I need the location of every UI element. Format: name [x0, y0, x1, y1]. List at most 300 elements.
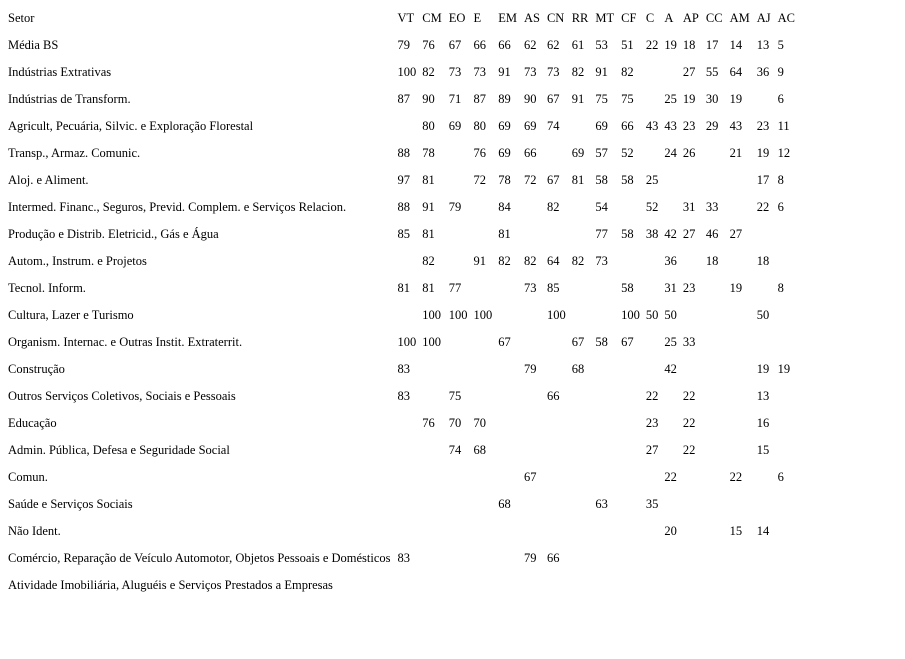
value-cell: 82: [571, 65, 585, 79]
value-cell: 100: [422, 308, 442, 322]
value-cell: [592, 518, 618, 545]
sector-name-cell: Admin. Pública, Defesa e Seguridade Social: [8, 443, 230, 457]
value-cell: 69: [595, 119, 608, 133]
value-cell: [446, 518, 471, 545]
table-row: [5, 275, 799, 302]
sector-table-container: [5, 5, 799, 599]
value-cell: 81: [422, 281, 435, 295]
value-cell: 42: [664, 227, 677, 241]
value-cell: [446, 491, 471, 518]
table-row: [5, 383, 799, 410]
value-cell: 75: [621, 92, 634, 106]
table-row: [5, 194, 799, 221]
sector-name-cell: Organism. Internac. e Outras Instit. Extraterrit.: [8, 335, 243, 349]
value-cell: 71: [448, 92, 462, 106]
value-cell: 36: [756, 65, 770, 79]
sector-name-cell: Não Ident.: [8, 524, 61, 538]
value-cell: 14: [729, 38, 743, 52]
value-cell: [618, 437, 643, 464]
value-cell: 74: [546, 119, 560, 133]
value-cell: 18: [756, 254, 770, 268]
sector-name-cell: Tecnol. Inform.: [8, 281, 86, 295]
value-cell: 73: [473, 65, 486, 79]
sector-name-cell: Comun.: [8, 470, 48, 484]
column-header: AJ: [756, 11, 771, 25]
value-cell: 21: [729, 146, 743, 160]
value-cell: 78: [498, 173, 511, 187]
value-cell: [395, 113, 420, 140]
column-header: CF: [621, 11, 637, 25]
value-cell: [727, 194, 754, 221]
table-row: [5, 113, 799, 140]
value-cell: 26: [682, 146, 696, 160]
value-cell: [521, 491, 544, 518]
column-header: RR: [571, 11, 589, 25]
value-cell: 83: [397, 362, 411, 376]
sector-table-head: [5, 5, 799, 32]
value-cell: 22: [645, 38, 659, 52]
value-cell: [643, 248, 662, 275]
value-cell: [470, 194, 495, 221]
sector-name-cell: Educação: [8, 416, 57, 430]
value-cell: [775, 491, 799, 518]
value-cell: 29: [705, 119, 719, 133]
value-cell: [544, 410, 569, 437]
value-cell: [419, 437, 445, 464]
value-cell: 73: [595, 254, 608, 268]
value-cell: [592, 545, 618, 572]
value-cell: [754, 275, 775, 302]
column-header: AC: [777, 11, 796, 25]
value-cell: [775, 572, 799, 599]
value-cell: [395, 491, 420, 518]
value-cell: 6: [777, 200, 784, 214]
value-cell: 75: [595, 92, 608, 106]
table-row: [5, 302, 799, 329]
value-cell: 27: [682, 227, 696, 241]
value-cell: [592, 302, 618, 329]
value-cell: [544, 329, 569, 356]
value-cell: 25: [645, 173, 659, 187]
value-cell: 61: [571, 38, 585, 52]
value-cell: 77: [595, 227, 608, 241]
value-cell: 82: [571, 254, 585, 268]
value-cell: [754, 329, 775, 356]
value-cell: 90: [523, 92, 537, 106]
sector-name-cell: Agricult, Pecuária, Silvic. e Exploração Florestal: [8, 119, 254, 133]
value-cell: 89: [498, 92, 511, 106]
column-header: EO: [448, 11, 466, 25]
value-cell: 82: [523, 254, 537, 268]
value-cell: [618, 464, 643, 491]
value-cell: [661, 491, 680, 518]
value-cell: 97: [397, 173, 411, 187]
value-cell: [419, 518, 445, 545]
value-cell: [703, 140, 727, 167]
value-cell: 73: [448, 65, 462, 79]
value-cell: 58: [595, 335, 608, 349]
value-cell: [661, 194, 680, 221]
value-cell: [419, 572, 445, 599]
table-row: [5, 464, 799, 491]
sector-name-cell: Autom., Instrum. e Projetos: [8, 254, 147, 268]
value-cell: [703, 545, 727, 572]
value-cell: [680, 572, 703, 599]
value-cell: [643, 572, 662, 599]
value-cell: 43: [729, 119, 743, 133]
value-cell: 22: [645, 389, 659, 403]
value-cell: [618, 194, 643, 221]
value-cell: [521, 329, 544, 356]
value-cell: [618, 410, 643, 437]
column-header: C: [645, 11, 655, 25]
value-cell: 67: [523, 470, 537, 484]
value-cell: 20: [664, 524, 677, 538]
column-header: MT: [595, 11, 615, 25]
value-cell: [775, 410, 799, 437]
value-cell: 70: [473, 416, 486, 430]
value-cell: [419, 545, 445, 572]
column-header: A: [664, 11, 674, 25]
value-cell: 50: [664, 308, 677, 322]
value-cell: [495, 572, 521, 599]
sector-name-cell: Atividade Imobiliária, Aluguéis e Serviços Prestados a Empresas: [8, 578, 333, 592]
value-cell: [703, 437, 727, 464]
value-cell: [470, 275, 495, 302]
value-cell: 18: [705, 254, 719, 268]
value-cell: 81: [397, 281, 411, 295]
value-cell: [754, 221, 775, 248]
value-cell: [727, 545, 754, 572]
sector-name-cell: Indústrias Extrativas: [8, 65, 112, 79]
value-cell: 100: [621, 308, 640, 322]
table-row: [5, 221, 799, 248]
value-cell: [661, 59, 680, 86]
value-cell: [618, 356, 643, 383]
value-cell: [680, 545, 703, 572]
value-cell: [618, 491, 643, 518]
value-cell: 100: [448, 308, 468, 322]
value-cell: [643, 329, 662, 356]
value-cell: 83: [397, 551, 411, 565]
value-cell: 38: [645, 227, 659, 241]
value-cell: [703, 356, 727, 383]
value-cell: 87: [397, 92, 411, 106]
column-header: CN: [546, 11, 565, 25]
value-cell: 58: [595, 173, 608, 187]
value-cell: [754, 86, 775, 113]
value-cell: 19: [777, 362, 791, 376]
value-cell: [643, 356, 662, 383]
value-cell: [521, 572, 544, 599]
value-cell: 68: [498, 497, 511, 511]
value-cell: 52: [645, 200, 659, 214]
value-cell: [495, 275, 521, 302]
value-cell: 88: [397, 146, 411, 160]
column-header-setor: Setor: [8, 11, 35, 25]
value-cell: 22: [756, 200, 770, 214]
value-cell: 83: [397, 389, 411, 403]
value-cell: [395, 464, 420, 491]
value-cell: 9: [777, 65, 784, 79]
value-cell: [470, 491, 495, 518]
value-cell: 69: [498, 119, 511, 133]
value-cell: [495, 302, 521, 329]
value-cell: 87: [473, 92, 486, 106]
value-cell: 80: [422, 119, 435, 133]
value-cell: [446, 167, 471, 194]
value-cell: 77: [448, 281, 462, 295]
value-cell: 19: [756, 146, 770, 160]
value-cell: 30: [705, 92, 719, 106]
value-cell: 100: [397, 335, 417, 349]
value-cell: 50: [756, 308, 770, 322]
value-cell: [703, 410, 727, 437]
value-cell: 84: [498, 200, 511, 214]
value-cell: [643, 518, 662, 545]
value-cell: 58: [621, 281, 634, 295]
value-cell: [521, 518, 544, 545]
value-cell: 67: [498, 335, 511, 349]
value-cell: [569, 545, 593, 572]
value-cell: 69: [448, 119, 462, 133]
value-cell: 68: [473, 443, 486, 457]
value-cell: [643, 59, 662, 86]
table-row: [5, 518, 799, 545]
value-cell: 23: [682, 119, 696, 133]
value-cell: [395, 437, 420, 464]
value-cell: [419, 491, 445, 518]
value-cell: [775, 221, 799, 248]
value-cell: 69: [498, 146, 511, 160]
value-cell: 82: [546, 200, 560, 214]
value-cell: [661, 572, 680, 599]
value-cell: 54: [595, 200, 608, 214]
value-cell: [643, 275, 662, 302]
value-cell: [727, 302, 754, 329]
value-cell: 69: [523, 119, 537, 133]
value-cell: [569, 275, 593, 302]
value-cell: [643, 86, 662, 113]
table-row: [5, 86, 799, 113]
value-cell: 25: [664, 92, 677, 106]
value-cell: [470, 572, 495, 599]
value-cell: [661, 545, 680, 572]
value-cell: [661, 167, 680, 194]
value-cell: [592, 275, 618, 302]
value-cell: 76: [422, 38, 435, 52]
value-cell: [544, 464, 569, 491]
sector-name-cell: Intermed. Financ., Seguros, Previd. Complem. e Serviços Relacion.: [8, 200, 347, 214]
value-cell: [446, 221, 471, 248]
value-cell: 46: [705, 227, 719, 241]
sector-name-cell: Produção e Distrib. Eletricid., Gás e Água: [8, 227, 219, 241]
value-cell: 100: [546, 308, 566, 322]
value-cell: [446, 545, 471, 572]
value-cell: 17: [756, 173, 770, 187]
value-cell: [661, 383, 680, 410]
value-cell: 36: [664, 254, 677, 268]
table-row: [5, 140, 799, 167]
value-cell: [775, 302, 799, 329]
value-cell: 100: [473, 308, 493, 322]
table-row: [5, 59, 799, 86]
value-cell: [592, 383, 618, 410]
value-cell: 73: [523, 281, 537, 295]
value-cell: 11: [777, 119, 790, 133]
table-row: [5, 410, 799, 437]
value-cell: 66: [473, 38, 486, 52]
value-cell: [419, 356, 445, 383]
value-cell: 33: [682, 335, 696, 349]
value-cell: 82: [498, 254, 511, 268]
value-cell: [495, 545, 521, 572]
value-cell: [592, 572, 618, 599]
value-cell: 31: [682, 200, 696, 214]
value-cell: [446, 356, 471, 383]
value-cell: [775, 437, 799, 464]
value-cell: 17: [705, 38, 719, 52]
value-cell: [680, 356, 703, 383]
value-cell: [775, 383, 799, 410]
header-row: [5, 5, 799, 32]
value-cell: 50: [645, 308, 659, 322]
value-cell: 82: [621, 65, 634, 79]
value-cell: 70: [448, 416, 462, 430]
value-cell: [703, 167, 727, 194]
value-cell: [569, 572, 593, 599]
value-cell: 25: [664, 335, 677, 349]
value-cell: [592, 410, 618, 437]
table-row: [5, 329, 799, 356]
value-cell: 23: [645, 416, 659, 430]
value-cell: 27: [682, 65, 696, 79]
value-cell: [727, 356, 754, 383]
column-header: EM: [498, 11, 517, 25]
value-cell: [727, 410, 754, 437]
value-cell: 76: [473, 146, 486, 160]
value-cell: 6: [777, 92, 784, 106]
value-cell: [775, 545, 799, 572]
value-cell: [470, 545, 495, 572]
value-cell: [592, 356, 618, 383]
value-cell: [419, 464, 445, 491]
value-cell: 31: [664, 281, 677, 295]
value-cell: [643, 464, 662, 491]
value-cell: 23: [682, 281, 696, 295]
value-cell: [495, 437, 521, 464]
value-cell: 42: [664, 362, 677, 376]
value-cell: 58: [621, 173, 634, 187]
value-cell: 13: [756, 38, 770, 52]
value-cell: [703, 518, 727, 545]
value-cell: [544, 140, 569, 167]
table-row: [5, 491, 799, 518]
value-cell: [569, 383, 593, 410]
value-cell: [569, 410, 593, 437]
value-cell: 72: [473, 173, 486, 187]
value-cell: 82: [422, 65, 435, 79]
value-cell: [569, 437, 593, 464]
value-cell: [775, 248, 799, 275]
value-cell: 43: [645, 119, 659, 133]
value-cell: 75: [448, 389, 462, 403]
value-cell: [569, 491, 593, 518]
value-cell: [703, 383, 727, 410]
value-cell: 8: [777, 173, 784, 187]
sector-table-body: [5, 32, 799, 599]
value-cell: 14: [756, 524, 770, 538]
value-cell: [521, 221, 544, 248]
value-cell: 13: [756, 389, 770, 403]
value-cell: [727, 383, 754, 410]
value-cell: 22: [682, 416, 696, 430]
value-cell: 19: [682, 92, 696, 106]
value-cell: [680, 302, 703, 329]
value-cell: 24: [664, 146, 677, 160]
value-cell: [569, 464, 593, 491]
value-cell: 67: [546, 173, 560, 187]
value-cell: [703, 491, 727, 518]
value-cell: [618, 518, 643, 545]
value-cell: 81: [498, 227, 511, 241]
value-cell: [754, 464, 775, 491]
value-cell: 19: [664, 38, 677, 52]
value-cell: 66: [546, 389, 560, 403]
sector-name-cell: Saúde e Serviços Sociais: [8, 497, 133, 511]
value-cell: 35: [645, 497, 659, 511]
value-cell: [754, 545, 775, 572]
value-cell: 100: [397, 65, 417, 79]
value-cell: 81: [422, 227, 435, 241]
value-cell: 51: [621, 38, 634, 52]
value-cell: 91: [422, 200, 435, 214]
value-cell: 67: [621, 335, 634, 349]
value-cell: 19: [729, 281, 743, 295]
value-cell: 80: [473, 119, 486, 133]
value-cell: [592, 437, 618, 464]
value-cell: [661, 437, 680, 464]
value-cell: [680, 491, 703, 518]
value-cell: 82: [422, 254, 435, 268]
value-cell: [470, 329, 495, 356]
value-cell: 63: [595, 497, 608, 511]
value-cell: 66: [498, 38, 511, 52]
table-row: [5, 545, 799, 572]
value-cell: [470, 356, 495, 383]
value-cell: [470, 383, 495, 410]
sector-name-cell: Aloj. e Aliment.: [8, 173, 89, 187]
sector-name-cell: Comércio, Reparação de Veículo Automotor, Objetos Pessoais e Domésticos: [8, 551, 391, 565]
table-row: [5, 437, 799, 464]
value-cell: [727, 572, 754, 599]
value-cell: [569, 221, 593, 248]
value-cell: 22: [664, 470, 677, 484]
value-cell: 91: [595, 65, 608, 79]
value-cell: [680, 167, 703, 194]
table-row: [5, 572, 799, 599]
value-cell: 58: [621, 227, 634, 241]
value-cell: 78: [422, 146, 435, 160]
value-cell: 66: [546, 551, 560, 565]
value-cell: [395, 572, 420, 599]
value-cell: 66: [523, 146, 537, 160]
value-cell: [470, 221, 495, 248]
value-cell: 91: [571, 92, 585, 106]
value-cell: 91: [473, 254, 486, 268]
value-cell: 33: [705, 200, 719, 214]
value-cell: [521, 194, 544, 221]
